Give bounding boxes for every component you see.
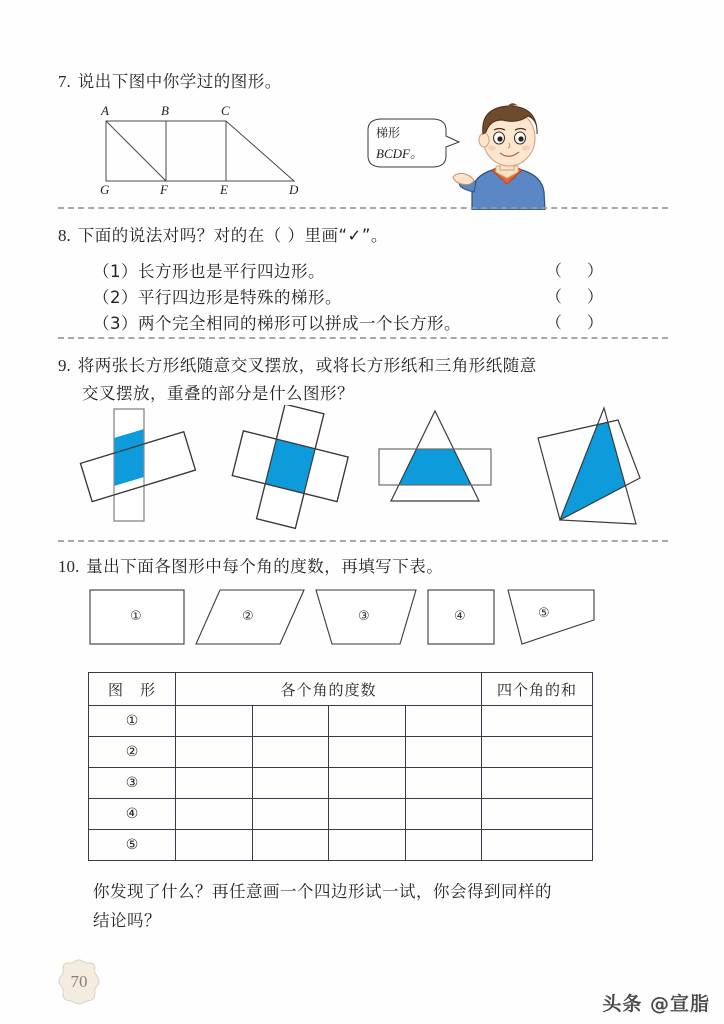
triangle-and-rectangle-icon bbox=[367, 405, 512, 530]
question-8 bbox=[58, 222, 388, 246]
header-sum: 四个角的和 bbox=[482, 673, 593, 706]
cell-angle[interactable] bbox=[252, 768, 329, 799]
statement-3-text: 两个完全相同的梯形可以拼成一个长方形。 bbox=[138, 314, 461, 333]
cell-angle[interactable] bbox=[252, 830, 329, 861]
question-7-text: 说出下图中你学过的图形。 bbox=[77, 72, 282, 91]
header-shape: 图 形 bbox=[89, 673, 176, 706]
statement-1-text: 长方形也是平行四边形。 bbox=[138, 262, 325, 281]
watermark: 头条 @宣脂 bbox=[602, 993, 710, 1015]
overlap-figure-1 bbox=[62, 405, 212, 535]
question-8-number: 8. bbox=[58, 226, 71, 245]
shape-5-number: ⑤ bbox=[538, 606, 550, 621]
angles-table bbox=[88, 672, 593, 861]
figure-label-B: B bbox=[161, 103, 169, 118]
prompt-line-2: 结论吗？ bbox=[93, 911, 161, 930]
question-7 bbox=[58, 68, 282, 92]
question-10-shapes bbox=[88, 586, 608, 650]
cell-angle[interactable] bbox=[329, 830, 406, 861]
overlap-figure-4 bbox=[512, 404, 662, 537]
statement-2-answer-box[interactable]: （ ） bbox=[545, 287, 613, 306]
cell-angle[interactable] bbox=[329, 706, 406, 737]
section-divider-3 bbox=[58, 540, 668, 542]
trapezoid-grid-figure bbox=[96, 103, 306, 195]
question-10-prompt bbox=[93, 878, 653, 931]
two-rectangles-crossed-icon-2 bbox=[212, 405, 367, 530]
two-rectangles-crossed-icon-1 bbox=[62, 405, 212, 530]
question-9-line-1: 将两张长方形纸随意交叉摆放，或将长方形纸和三角形纸随意 bbox=[77, 356, 537, 375]
cell-angle[interactable] bbox=[329, 799, 406, 830]
cell-angle[interactable] bbox=[405, 830, 482, 861]
question-9 bbox=[58, 352, 658, 404]
overlap-figure-2 bbox=[212, 405, 367, 535]
list-item bbox=[93, 284, 613, 308]
statement-1-answer-box[interactable]: （ ） bbox=[545, 261, 613, 280]
shape-2-number: ② bbox=[242, 609, 254, 624]
cell-angle[interactable] bbox=[252, 737, 329, 768]
statement-3-label: （3） bbox=[93, 314, 138, 333]
figure-label-E: E bbox=[220, 182, 228, 195]
question-9-figures bbox=[62, 405, 662, 535]
row-label-5: ⑤ bbox=[89, 830, 176, 861]
row-label-2: ② bbox=[89, 737, 176, 768]
question-9-line-2: 交叉摆放，重叠的部分是什么图形？ bbox=[82, 384, 354, 403]
figure-label-C: C bbox=[221, 103, 230, 118]
tilted-triangle-and-rectangle-icon bbox=[512, 404, 662, 532]
statement-3-answer-box[interactable]: （ ） bbox=[545, 313, 613, 332]
irregular-quadrilateral-shape-icon bbox=[504, 586, 596, 648]
question-7-figure bbox=[96, 103, 306, 195]
cell-angle[interactable] bbox=[405, 737, 482, 768]
cell-sum[interactable] bbox=[482, 799, 593, 830]
bubble-line-1: 梯形 bbox=[376, 126, 401, 140]
question-9-number: 9. bbox=[58, 356, 71, 375]
figure-label-G: G bbox=[100, 182, 110, 195]
figure-label-D: D bbox=[289, 182, 299, 195]
page-number: 70 bbox=[70, 972, 88, 991]
cell-angle[interactable] bbox=[329, 768, 406, 799]
page-number-badge bbox=[56, 958, 102, 1006]
prompt-line-1: 你发现了什么？再任意画一个四边形试一试，你会得到同样的 bbox=[93, 882, 552, 901]
question-10 bbox=[58, 553, 443, 577]
row-label-4: ④ bbox=[89, 799, 176, 830]
question-8-text: 下面的说法对吗？对的在（ ）里画“✓”。 bbox=[77, 226, 388, 245]
cell-sum[interactable] bbox=[482, 737, 593, 768]
cell-angle[interactable] bbox=[252, 799, 329, 830]
list-item bbox=[93, 258, 613, 282]
shape-4-number: ④ bbox=[454, 609, 466, 624]
question-10-text: 量出下面各图形中每个角的度数，再填写下表。 bbox=[86, 557, 444, 576]
shape-2 bbox=[194, 586, 306, 653]
section-divider-1 bbox=[58, 207, 668, 209]
cell-angle[interactable] bbox=[176, 830, 253, 861]
question-7-number: 7. bbox=[58, 72, 71, 91]
cell-angle[interactable] bbox=[176, 706, 253, 737]
cell-angle[interactable] bbox=[176, 737, 253, 768]
cell-angle[interactable] bbox=[405, 799, 482, 830]
bubble-line-2: BCDF。 bbox=[376, 146, 423, 161]
cell-angle[interactable] bbox=[176, 768, 253, 799]
cell-sum[interactable] bbox=[482, 768, 593, 799]
list-item bbox=[93, 310, 613, 334]
section-divider-2 bbox=[58, 337, 668, 339]
cell-angle[interactable] bbox=[329, 737, 406, 768]
figure-label-F: F bbox=[160, 182, 168, 195]
table-header-row bbox=[89, 673, 593, 706]
table-row bbox=[89, 799, 593, 830]
cell-sum[interactable] bbox=[482, 830, 593, 861]
cell-angle[interactable] bbox=[252, 706, 329, 737]
question-8-statements bbox=[93, 258, 613, 336]
table-row bbox=[89, 706, 593, 737]
shape-4 bbox=[426, 586, 496, 653]
statement-1-label: （1） bbox=[93, 262, 138, 281]
statement-2-text: 平行四边形是特殊的梯形。 bbox=[138, 288, 342, 307]
boy-illustration bbox=[452, 98, 562, 210]
boy-character-icon bbox=[452, 98, 562, 210]
overlap-figure-3 bbox=[367, 405, 512, 535]
header-angles: 各个角的度数 bbox=[176, 673, 482, 706]
table-row bbox=[89, 830, 593, 861]
figure-label-A: A bbox=[101, 103, 109, 118]
shape-5 bbox=[504, 586, 596, 653]
cell-angle[interactable] bbox=[405, 768, 482, 799]
table-row bbox=[89, 737, 593, 768]
cell-sum[interactable] bbox=[482, 706, 593, 737]
cell-angle[interactable] bbox=[405, 706, 482, 737]
shape-1-number: ① bbox=[130, 609, 142, 624]
question-10-number: 10. bbox=[58, 557, 80, 576]
cell-angle[interactable] bbox=[176, 799, 253, 830]
shape-3-number: ③ bbox=[358, 609, 370, 624]
statement-2-label: （2） bbox=[93, 288, 138, 307]
shape-3 bbox=[314, 586, 418, 653]
row-label-3: ③ bbox=[89, 768, 176, 799]
table-row bbox=[89, 768, 593, 799]
row-label-1: ① bbox=[89, 706, 176, 737]
speech-bubble bbox=[360, 116, 456, 170]
shape-1 bbox=[88, 586, 186, 653]
